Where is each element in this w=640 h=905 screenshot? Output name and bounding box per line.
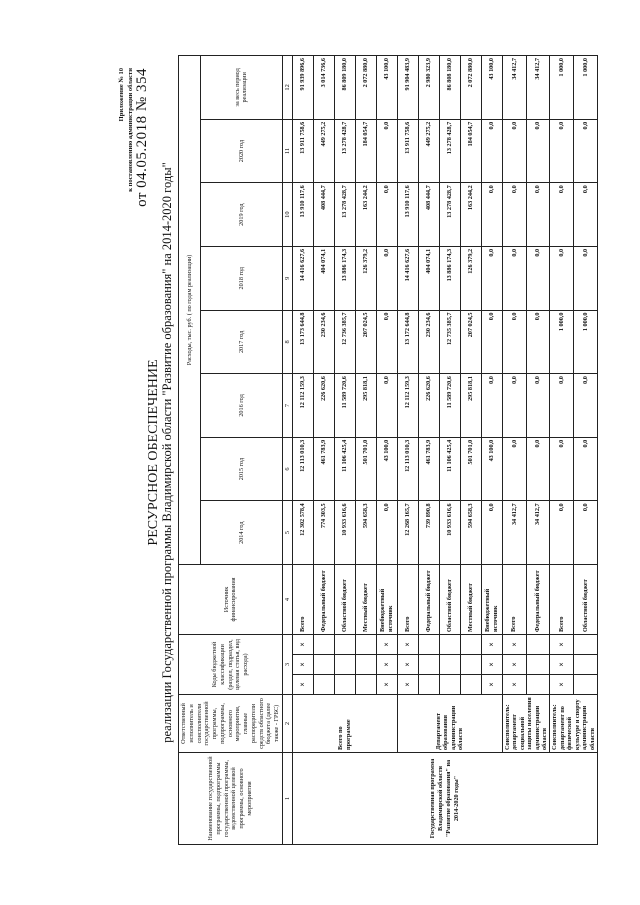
code-mark: × <box>550 634 574 654</box>
year-header: 2020 год <box>201 119 283 183</box>
value-cell: 0,0 <box>502 119 526 183</box>
column-number: 5 <box>282 501 292 565</box>
value-cell: 11 589 720,6 <box>334 374 355 438</box>
code-cell <box>334 675 355 695</box>
value-cell: 10 933 616,6 <box>334 501 355 565</box>
code-cell <box>526 655 550 675</box>
code-cell <box>418 675 439 695</box>
value-cell: 0,0 <box>574 246 598 310</box>
value-cell: 13 910 117,6 <box>397 183 418 247</box>
value-cell: 43 100,0 <box>481 56 502 120</box>
value-cell: 13 886 174,3 <box>439 246 460 310</box>
source-cell: Всего <box>550 564 574 634</box>
value-cell: 408 444,7 <box>313 183 334 247</box>
value-cell: 0,0 <box>550 437 574 501</box>
code-cell <box>334 634 355 654</box>
code-cell <box>418 634 439 654</box>
value-cell: 226 620,6 <box>418 374 439 438</box>
value-cell: 0,0 <box>376 501 397 565</box>
column-number: 7 <box>282 374 292 438</box>
source-cell: Внебюджетный источник <box>481 564 502 634</box>
value-cell: 0,0 <box>481 183 502 247</box>
value-cell: 0,0 <box>376 119 397 183</box>
source-cell: Всего <box>502 564 526 634</box>
value-cell: 13 911 758,6 <box>292 119 313 183</box>
value-cell: 0,0 <box>481 374 502 438</box>
code-cell <box>439 675 460 695</box>
source-cell: Местный бюджет <box>460 564 481 634</box>
value-cell: 1 000,0 <box>550 310 574 374</box>
responsible-cell: Соисполнитель: департамент по физической культуре и спорту администрации области <box>550 695 598 753</box>
year-header: 2015 год <box>201 437 283 501</box>
code-cell <box>355 675 376 695</box>
code-mark: × <box>550 675 574 695</box>
value-cell: 404 074,1 <box>418 246 439 310</box>
value-cell: 0,0 <box>574 374 598 438</box>
year-header: 2018 год <box>201 246 283 310</box>
table-row <box>292 56 313 845</box>
column-number: 2 <box>282 695 292 753</box>
source-cell: Всего <box>397 564 418 634</box>
column-number: 3 <box>282 634 292 694</box>
value-cell: 14 416 627,6 <box>397 246 418 310</box>
value-cell: 295 818,1 <box>355 374 376 438</box>
table-row <box>397 56 418 845</box>
source-cell: Федеральный бюджет <box>526 564 550 634</box>
responsible-cell: Департамент образования администрации области <box>397 695 502 753</box>
value-cell: 501 701,0 <box>355 437 376 501</box>
code-cell <box>574 634 598 654</box>
value-cell: 449 275,2 <box>313 119 334 183</box>
value-cell: 230 234,6 <box>313 310 334 374</box>
column-number: 11 <box>282 119 292 183</box>
value-cell: 12 112 159,3 <box>292 374 313 438</box>
code-cell <box>526 634 550 654</box>
table-row <box>502 56 526 845</box>
value-cell: 0,0 <box>550 374 574 438</box>
source-cell: Всего <box>292 564 313 634</box>
value-cell: 13 278 428,7 <box>439 119 460 183</box>
value-cell: 0,0 <box>376 246 397 310</box>
code-mark: × <box>397 655 418 675</box>
value-cell: 91 904 483,9 <box>397 56 418 120</box>
decree-date: от 04.05.2018 № 354 <box>134 68 150 207</box>
value-cell: 13 172 644,8 <box>397 310 418 374</box>
value-cell: 12 112 159,3 <box>397 374 418 438</box>
col-header-name: Наименование государственной программы, подпрограммы государственной программы, ведомственной целевой программы, основного мероприятия <box>179 753 283 845</box>
value-cell: 126 379,2 <box>460 246 481 310</box>
value-cell: 0,0 <box>526 183 550 247</box>
code-mark: × <box>481 634 502 654</box>
value-cell: 34 412,7 <box>502 56 526 120</box>
value-cell: 163 244,2 <box>355 183 376 247</box>
value-cell: 34 412,7 <box>526 56 550 120</box>
value-cell: 0,0 <box>550 501 574 565</box>
value-cell: 0,0 <box>502 310 526 374</box>
value-cell: 11 106 425,4 <box>334 437 355 501</box>
value-cell: 14 416 627,6 <box>292 246 313 310</box>
value-cell: 0,0 <box>376 310 397 374</box>
value-cell: 594 658,3 <box>355 501 376 565</box>
value-cell: 739 890,8 <box>418 501 439 565</box>
col-header-responsible: Ответственный исполнитель и соисполнители государственной программы, подпрограммы, основного мероприятия, главные распорядители средств областного бюджета (далее также - ГРБС) <box>179 695 283 753</box>
value-cell: 0,0 <box>481 119 502 183</box>
table-row <box>550 56 574 845</box>
value-cell: 226 620,6 <box>313 374 334 438</box>
document-title: РЕСУРСНОЕ ОБЕСПЕЧЕНИЕ <box>146 359 161 546</box>
source-cell: Местный бюджет <box>355 564 376 634</box>
code-cell <box>334 655 355 675</box>
value-cell: 295 818,1 <box>460 374 481 438</box>
value-cell: 43 100,0 <box>481 437 502 501</box>
code-mark: × <box>502 655 526 675</box>
year-header: за весь период реализации <box>201 56 283 120</box>
value-cell: 461 783,9 <box>313 437 334 501</box>
value-cell: 13 278 428,7 <box>334 119 355 183</box>
value-cell: 12 302 578,4 <box>292 501 313 565</box>
value-cell: 0,0 <box>550 119 574 183</box>
code-mark: × <box>292 634 313 654</box>
value-cell: 0,0 <box>502 437 526 501</box>
value-cell: 2 980 323,9 <box>418 56 439 120</box>
value-cell: 12 735 385,7 <box>439 310 460 374</box>
code-cell <box>313 634 334 654</box>
source-cell: Областной бюджет <box>574 564 598 634</box>
value-cell: 12 113 010,3 <box>292 437 313 501</box>
value-cell: 230 234,6 <box>418 310 439 374</box>
value-cell: 1 000,0 <box>550 56 574 120</box>
value-cell: 774 303,5 <box>313 501 334 565</box>
value-cell: 184 054,7 <box>355 119 376 183</box>
source-cell: Федеральный бюджет <box>313 564 334 634</box>
value-cell: 13 278 428,7 <box>334 183 355 247</box>
value-cell: 1 000,0 <box>574 310 598 374</box>
col-header-codes: Коды бюджетной классификации (раздел, подраздел, целевая статья, вид расхода) <box>179 634 283 694</box>
resource-table <box>178 55 598 845</box>
source-cell: Областной бюджет <box>334 564 355 634</box>
value-cell: 0,0 <box>574 183 598 247</box>
value-cell: 0,0 <box>376 183 397 247</box>
value-cell: 86 808 180,0 <box>439 56 460 120</box>
col-header-expenses: Расходы, тыс. руб. ( по годам реализации) <box>179 56 201 565</box>
value-cell: 2 072 880,0 <box>460 56 481 120</box>
value-cell: 0,0 <box>502 374 526 438</box>
code-cell <box>574 675 598 695</box>
code-mark: × <box>550 655 574 675</box>
code-mark: × <box>292 675 313 695</box>
appendix-label: Приложение № 10 <box>118 68 125 122</box>
column-number: 8 <box>282 310 292 374</box>
appendix-subtitle: к постановлению администрации области <box>127 68 134 192</box>
value-cell: 126 379,2 <box>355 246 376 310</box>
column-number: 10 <box>282 183 292 247</box>
source-cell: Внебюджетный источник <box>376 564 397 634</box>
value-cell: 0,0 <box>526 374 550 438</box>
value-cell: 12 736 385,7 <box>334 310 355 374</box>
value-cell: 13 910 117,6 <box>292 183 313 247</box>
value-cell: 43 100,0 <box>376 56 397 120</box>
value-cell: 12 268 165,7 <box>397 501 418 565</box>
value-cell: 594 658,3 <box>460 501 481 565</box>
value-cell: 0,0 <box>502 183 526 247</box>
column-number: 4 <box>282 564 292 634</box>
value-cell: 0,0 <box>550 183 574 247</box>
code-mark: × <box>376 675 397 695</box>
value-cell: 501 701,0 <box>460 437 481 501</box>
value-cell: 461 783,9 <box>418 437 439 501</box>
value-cell: 0,0 <box>574 437 598 501</box>
value-cell: 0,0 <box>481 310 502 374</box>
value-cell: 207 024,5 <box>460 310 481 374</box>
source-cell: Федеральный бюджет <box>418 564 439 634</box>
value-cell: 0,0 <box>376 374 397 438</box>
value-cell: 13 278 428,7 <box>439 183 460 247</box>
value-cell: 449 275,2 <box>418 119 439 183</box>
value-cell: 0,0 <box>526 437 550 501</box>
col-header-source: Источник финансирования <box>179 564 283 634</box>
value-cell: 34 412,7 <box>502 501 526 565</box>
code-mark: × <box>481 655 502 675</box>
year-header: 2016 год <box>201 374 283 438</box>
value-cell: 408 444,7 <box>418 183 439 247</box>
code-cell <box>574 655 598 675</box>
value-cell: 86 809 180,0 <box>334 56 355 120</box>
code-mark: × <box>376 634 397 654</box>
value-cell: 0,0 <box>502 246 526 310</box>
value-cell: 163 244,2 <box>460 183 481 247</box>
code-mark: × <box>376 655 397 675</box>
code-cell <box>439 655 460 675</box>
code-mark: × <box>481 675 502 695</box>
year-header: 2017 год <box>201 310 283 374</box>
value-cell: 91 939 896,6 <box>292 56 313 120</box>
value-cell: 404 074,1 <box>313 246 334 310</box>
code-mark: × <box>397 634 418 654</box>
value-cell: 3 014 736,6 <box>313 56 334 120</box>
value-cell: 1 000,0 <box>574 56 598 120</box>
value-cell: 184 054,7 <box>460 119 481 183</box>
program-name-cell: Государственная программа Владимирской области "Развитие образования" на 2014-2020 годы" <box>292 753 597 845</box>
value-cell: 0,0 <box>481 501 502 565</box>
value-cell: 0,0 <box>526 246 550 310</box>
value-cell: 11 106 425,4 <box>439 437 460 501</box>
responsible-cell: Всего по программе <box>292 695 397 753</box>
code-cell <box>418 655 439 675</box>
code-mark: × <box>292 655 313 675</box>
year-header: 2014 год <box>201 501 283 565</box>
code-cell <box>313 675 334 695</box>
code-mark: × <box>502 634 526 654</box>
value-cell: 13 911 758,6 <box>397 119 418 183</box>
document-subtitle: реализации Государственной программы Владимирской области "Развитие образования" на 2014-2020 годы" <box>160 162 174 743</box>
code-cell <box>526 675 550 695</box>
code-cell <box>313 655 334 675</box>
column-number: 9 <box>282 246 292 310</box>
column-number: 12 <box>282 56 292 120</box>
responsible-cell: Соисполнитель: департамент социальной защиты населения администрации области <box>502 695 550 753</box>
value-cell: 12 113 010,3 <box>397 437 418 501</box>
code-mark: × <box>397 675 418 695</box>
column-number: 1 <box>282 753 292 845</box>
code-cell <box>355 655 376 675</box>
value-cell: 0,0 <box>550 246 574 310</box>
code-mark: × <box>502 675 526 695</box>
value-cell: 0,0 <box>526 310 550 374</box>
code-cell <box>439 634 460 654</box>
value-cell: 0,0 <box>574 501 598 565</box>
code-cell <box>460 634 481 654</box>
value-cell: 10 933 616,6 <box>439 501 460 565</box>
value-cell: 34 412,7 <box>526 501 550 565</box>
value-cell: 0,0 <box>526 119 550 183</box>
source-cell: Областной бюджет <box>439 564 460 634</box>
code-cell <box>460 675 481 695</box>
value-cell: 2 072 880,0 <box>355 56 376 120</box>
value-cell: 0,0 <box>574 119 598 183</box>
value-cell: 0,0 <box>481 246 502 310</box>
value-cell: 43 100,0 <box>376 437 397 501</box>
code-cell <box>460 655 481 675</box>
code-cell <box>355 634 376 654</box>
value-cell: 207 024,5 <box>355 310 376 374</box>
value-cell: 13 173 644,8 <box>292 310 313 374</box>
value-cell: 13 886 174,3 <box>334 246 355 310</box>
column-number: 6 <box>282 437 292 501</box>
year-header: 2019 год <box>201 183 283 247</box>
value-cell: 11 589 720,6 <box>439 374 460 438</box>
